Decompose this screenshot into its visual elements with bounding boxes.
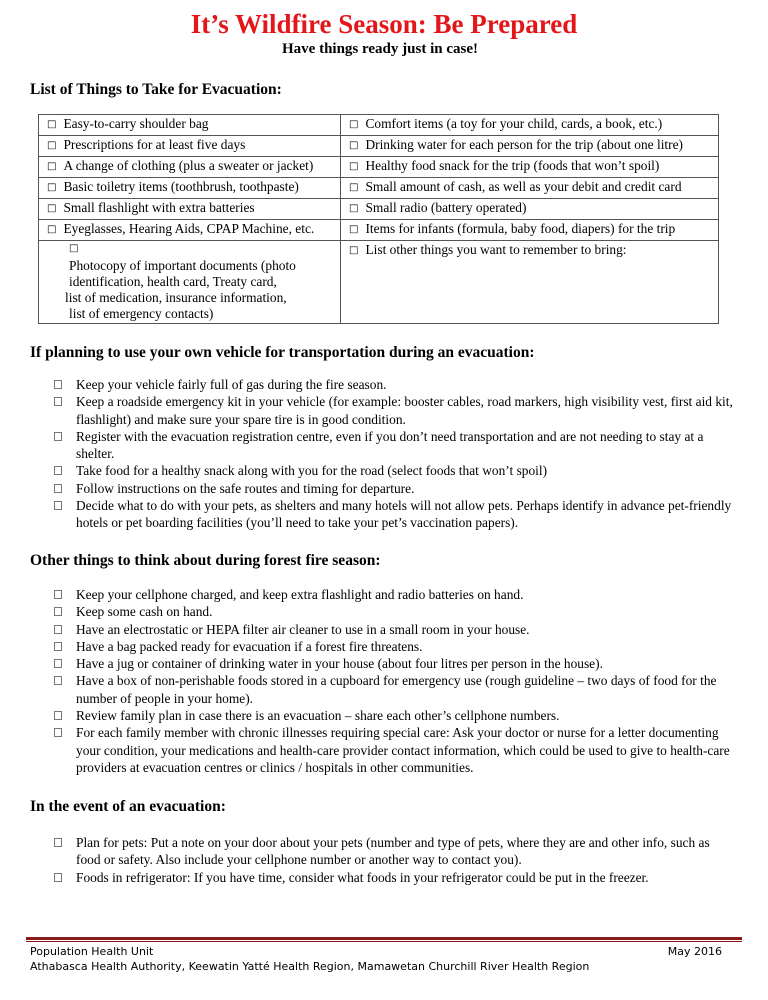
cell-text: Easy-to-carry shoulder bag xyxy=(63,116,209,131)
list-item xyxy=(54,672,734,707)
list-item xyxy=(54,655,734,672)
footer-org: Population Health Unit xyxy=(30,945,154,958)
cell-text: Small flashlight with extra batteries xyxy=(63,200,255,215)
table-cell xyxy=(39,157,341,178)
list-item xyxy=(54,428,734,463)
checkbox-icon[interactable] xyxy=(54,625,62,634)
other-checklist xyxy=(54,586,734,776)
vehicle-heading: If planning to use your own vehicle for transportation during an evacuation: xyxy=(30,344,535,361)
list-item-text: Register with the evacuation registration centre, even if you don’t need transportation and are not needing to stay at a shelter. xyxy=(76,428,704,462)
checkbox-icon[interactable] xyxy=(54,728,62,737)
table-cell xyxy=(39,220,341,241)
list-item xyxy=(54,462,734,479)
table-cell xyxy=(39,199,341,220)
table-cell xyxy=(39,136,341,157)
list-item xyxy=(54,480,734,497)
footer-partners: Athabasca Health Authority, Keewatin Yatté Health Region, Mamawetan Churchill River Health Region xyxy=(30,960,590,973)
table-row xyxy=(39,241,719,324)
table-cell xyxy=(39,241,341,324)
table-cell xyxy=(341,157,719,178)
checkbox-icon[interactable]: □ xyxy=(349,245,359,256)
checkbox-icon[interactable]: □ xyxy=(47,224,57,235)
list-item-text: For each family member with chronic illnesses requiring special care: Ask your doctor or nurse for a letter documenting your condition, your medications and health-care provider contact information, which could be used to give to health-care providers at evacuation centres or clinics / hospitals in other communities. xyxy=(76,725,730,775)
table-row xyxy=(39,199,719,220)
list-item-text: Have a bag packed ready for evacuation if a forest fire threatens. xyxy=(76,638,423,654)
footer-date: May 2016 xyxy=(667,945,722,958)
cell-text: list of medication, insurance information, xyxy=(65,290,287,305)
checkbox-icon[interactable]: □ xyxy=(47,203,57,214)
checkbox-icon[interactable]: □ xyxy=(47,161,57,172)
table-cell xyxy=(341,220,719,241)
checkbox-icon[interactable] xyxy=(54,432,62,441)
vehicle-checklist xyxy=(54,376,734,532)
checkbox-icon[interactable] xyxy=(54,711,62,720)
table-cell xyxy=(341,115,719,136)
list-item-text: Keep your cellphone charged, and keep extra flashlight and radio batteries on hand. xyxy=(76,587,524,602)
list-item-text: Have a box of non-perishable foods stored in a cupboard for emergency use (rough guideline – two days of food for the number of people in your home). xyxy=(76,673,717,706)
cell-text: A change of clothing (plus a sweater or jacket) xyxy=(63,158,314,173)
checkbox-icon[interactable] xyxy=(54,380,62,389)
list-item-text: Have a jug or container of drinking water in your house (about four litres per person in the house). xyxy=(76,656,603,672)
checkbox-icon[interactable] xyxy=(54,659,62,668)
list-item xyxy=(54,497,734,532)
cell-text: Eyeglasses, Hearing Aids, CPAP Machine, etc. xyxy=(63,221,315,236)
table-row xyxy=(39,178,719,199)
checkbox-icon[interactable]: □ xyxy=(349,161,359,172)
cell-text: Items for infants (formula, baby food, diapers) for the trip xyxy=(365,221,676,236)
checkbox-icon[interactable]: □ xyxy=(349,182,359,193)
checkbox-icon[interactable]: □ xyxy=(47,182,57,193)
list-item xyxy=(54,621,734,638)
checkbox-icon[interactable]: □ xyxy=(47,119,57,130)
footer-rule-thin xyxy=(26,941,742,942)
cell-text: Healthy food snack for the trip (foods that won’t spoil) xyxy=(365,158,660,173)
list-item xyxy=(54,869,734,886)
table-cell xyxy=(341,136,719,157)
checkbox-icon[interactable]: □ xyxy=(69,243,79,254)
list-heading: List of Things to Take for Evacuation: xyxy=(30,81,282,98)
list-item-text: Keep some cash on hand. xyxy=(76,604,213,620)
list-item xyxy=(54,724,734,776)
page-subtitle: Have things ready just in case! xyxy=(282,41,478,57)
checkbox-icon[interactable]: □ xyxy=(349,140,359,151)
checkbox-icon[interactable] xyxy=(54,873,62,882)
list-item xyxy=(54,834,734,869)
checkbox-icon[interactable] xyxy=(54,590,62,599)
checkbox-icon[interactable] xyxy=(54,397,62,406)
list-item-text: Follow instructions on the safe routes and timing for departure. xyxy=(76,480,415,496)
list-item-text: Decide what to do with your pets, as shelters and many hotels will not allow pets. Perhaps identify in advance pet-friendly hotels or pet boarding facilities (you’ll need to take your pet’s vaccination papers). xyxy=(76,498,732,531)
table-cell xyxy=(39,178,341,199)
list-item xyxy=(54,638,734,655)
checkbox-icon[interactable] xyxy=(54,607,62,616)
cell-text: Basic toiletry items (toothbrush, toothpaste) xyxy=(63,179,299,194)
checkbox-icon[interactable]: □ xyxy=(349,119,359,130)
other-heading: Other things to think about during forest fire season: xyxy=(30,552,381,569)
table-row xyxy=(39,220,719,241)
table-row xyxy=(39,157,719,178)
list-item-text: Keep your vehicle fairly full of gas during the fire season. xyxy=(76,377,387,392)
cell-text: Comfort items (a toy for your child, cards, a book, etc.) xyxy=(365,116,663,131)
checkbox-icon[interactable] xyxy=(54,484,62,493)
list-item-text: Foods in refrigerator: If you have time, consider what foods in your refrigerator could be put in the freezer. xyxy=(76,869,649,885)
table-cell xyxy=(341,241,719,324)
checkbox-icon[interactable] xyxy=(54,676,62,685)
table-cell xyxy=(341,178,719,199)
cell-text: Small amount of cash, as well as your debit and credit card xyxy=(365,179,682,194)
cell-text: List other things you want to remember to bring: xyxy=(365,242,627,257)
list-item-text: Plan for pets: Put a note on your door about your pets (number and type of pets, where they are and other info, such as food or safety. Also include your cellphone number or another way to contact you). xyxy=(76,835,710,868)
list-item-text: Have an electrostatic or HEPA filter air cleaner to use in a small room in your house. xyxy=(76,621,530,637)
cell-text: Prescriptions for at least five days xyxy=(63,137,246,152)
event-checklist xyxy=(54,834,734,886)
cell-text: Small radio (battery operated) xyxy=(365,200,527,215)
table-row xyxy=(39,115,719,136)
cell-text: identification, health card, Treaty card, xyxy=(69,274,277,289)
list-item-text: Review family plan in case there is an evacuation – share each other’s cellphone numbers. xyxy=(76,708,560,724)
list-item xyxy=(54,393,734,428)
table-row xyxy=(39,136,719,157)
table-cell xyxy=(39,115,341,136)
page-title: It’s Wildfire Season: Be Prepared xyxy=(190,9,578,39)
cell-text: Drinking water for each person for the trip (about one litre) xyxy=(365,137,683,152)
list-item-text: Keep a roadside emergency kit in your vehicle (for example: booster cables, road markers, high visibility vest, first aid kit, flashlight) and make sure your spare tire is in good condition. xyxy=(76,394,733,427)
list-item xyxy=(54,603,734,620)
list-item xyxy=(54,376,734,393)
checkbox-icon[interactable] xyxy=(54,501,62,510)
event-heading: In the event of an evacuation: xyxy=(30,798,226,815)
cell-text: list of emergency contacts) xyxy=(69,306,214,321)
evacuation-items-table xyxy=(38,114,719,324)
list-item xyxy=(54,707,734,724)
checkbox-icon[interactable] xyxy=(54,642,62,651)
list-item-text: Take food for a healthy snack along with you for the road (select foods that won’t spoil) xyxy=(76,463,548,479)
footer xyxy=(30,944,722,974)
checkbox-icon[interactable]: □ xyxy=(47,140,57,151)
list-item xyxy=(54,586,734,603)
table-cell xyxy=(341,199,719,220)
checkbox-icon[interactable] xyxy=(54,466,62,475)
checkbox-icon[interactable] xyxy=(54,838,62,847)
checkbox-icon[interactable]: □ xyxy=(349,203,359,214)
cell-text: Photocopy of important documents (photo xyxy=(69,258,296,273)
checkbox-icon[interactable]: □ xyxy=(349,224,359,235)
footer-rule xyxy=(26,937,742,940)
